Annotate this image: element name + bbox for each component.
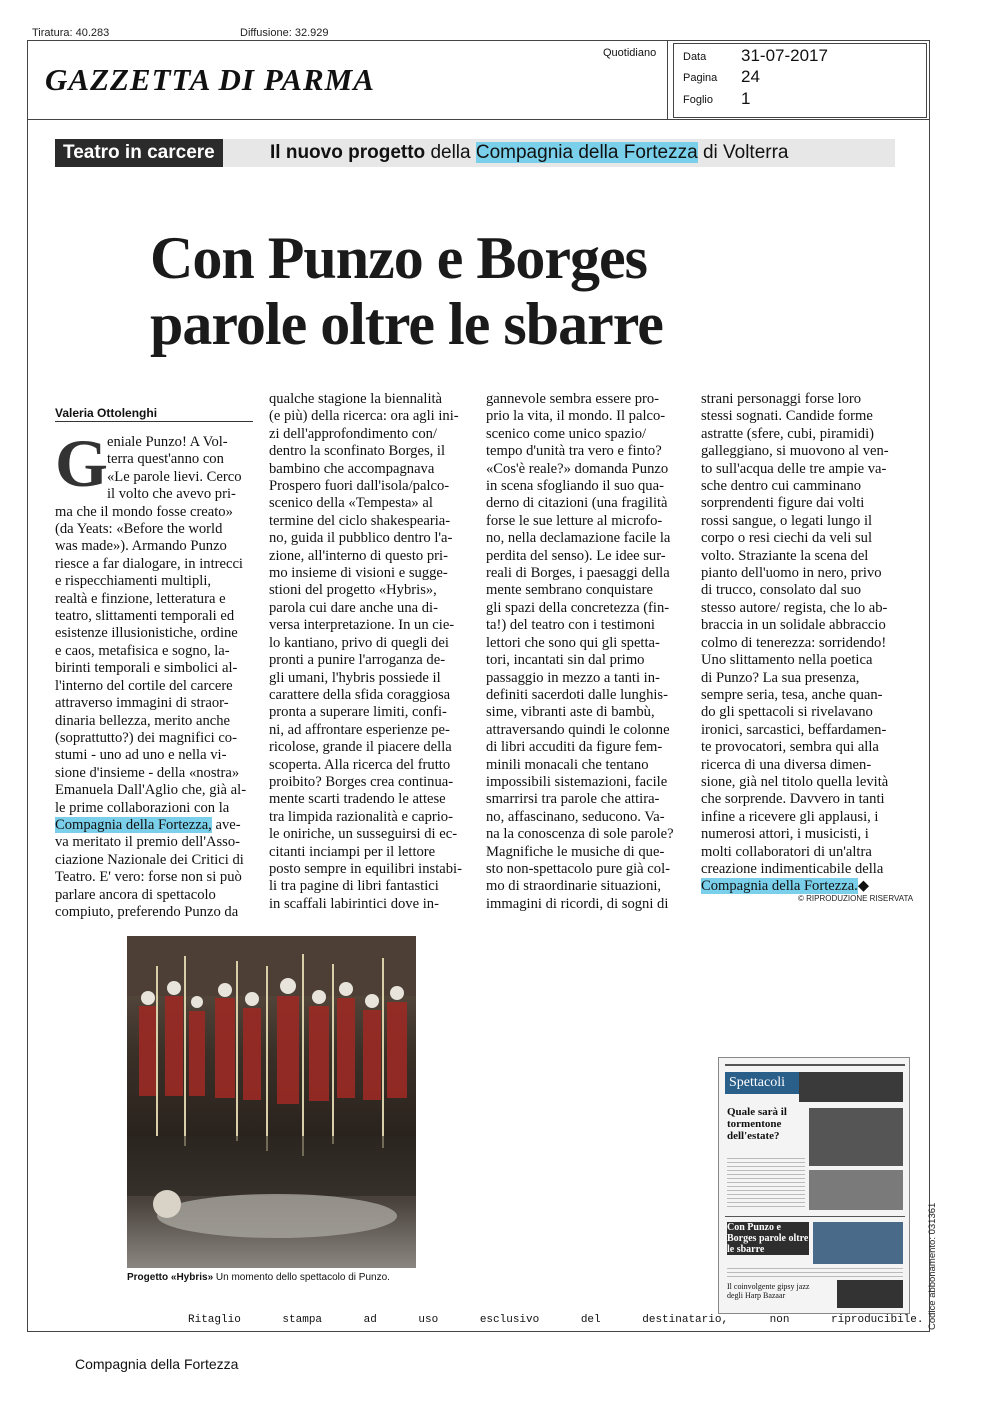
thumb-photo-2 [809,1108,903,1166]
stage-photo [127,936,416,1268]
column-1-line: le prime collaborazioni con la [55,799,230,816]
article-column-4 [701,391,889,896]
kicker-company-highlight: Compagnia della Fortezza [475,142,698,163]
column-1-line: stumi - uno ad uno e nella vi- [55,747,227,764]
copyright-notice: © RIPRODUZIONE RISERVATA [798,894,914,903]
codice-abbonamento: Codice abbonamento: 031361 [927,1202,938,1330]
column-1-body [55,425,247,817]
foglio-value: 1 [741,89,751,108]
column-1-line: teatro, slittamenti temporali ed [55,608,235,625]
column-1-line: «Le parole lievi. Cerco [107,468,242,485]
thumb-text-lines-2 [727,1268,903,1280]
column-1-line: birinti temporali e simbolici al- [55,660,238,677]
thumb-headline-3: Il coinvolgente gipsy jazz degli Harp Bazaar [727,1282,810,1300]
data-label: Data [683,51,707,63]
thumb-section: Spettacoli [725,1072,799,1094]
column-1-line: (da Yeats: «Before the world [55,521,223,538]
column-1-line: sione d'insieme - della «nostra» [55,764,240,781]
tiratura-label: Tiratura: 40.283 [32,27,110,39]
column-1-line: realtà e finzione, letteratura e [55,590,226,607]
thumb-photo-5 [837,1280,903,1308]
byline: Valeria Ottolenghi [55,406,158,420]
thumb-photo-3 [809,1170,903,1210]
dropcap: G [55,425,108,501]
company-highlight-1: Compagnia della Fortezza, [55,816,212,833]
column-1-line: attraverso immagini di straor- [55,695,229,712]
header-divider [667,40,668,120]
kicker-part4: di Volterra [702,142,789,163]
column-1-line: eniale Punzo! A Vol- [107,434,228,450]
pagina-value: 24 [741,67,760,86]
footer-notice: Ritaglio stampa ad uso esclusivo del destinatario, non riproducibile. [188,1314,924,1326]
column-1-line: il volto che avevo pri- [107,486,236,503]
kicker-text [270,139,789,167]
photo-illustration [127,936,416,1268]
page-thumbnail [718,1057,910,1314]
column-1-line: terra quest'anno con [107,451,224,468]
column-1-end: va meritato il premio dell'Asso- ciazione Nazionale dei Critici di Teatro. E' vero: forse non si può parlare ancora di spettacolo compiuto, preferendo Punzo da [55,834,244,920]
column-1-line: l'interno del cortile del carcere [55,677,233,694]
column-1-line: e rispecchiamenti multipli, [55,573,212,590]
diffusione-label: Diffusione: 32.929 [240,27,329,39]
column-1-line: riesce a far dialogare, in intrecci [55,555,243,572]
column-1-line: Emanuela Dall'Aglio che, già al- [55,782,247,799]
kicker-part1: Il nuovo progetto [270,142,426,163]
company-highlight-2: Compagnia della Fortezza. [701,878,858,895]
thumb-rule [725,1064,905,1066]
column-1-line: (soprattutto?) dei magnifici co- [55,729,237,746]
column-1-line: e caos, metafisica e sogno, la- [55,642,230,659]
column-1-hl-tail: ave- [211,816,241,833]
column-1-line: esistenze illusionistiche, ordine [55,625,238,642]
thumb-photo-4 [813,1222,903,1264]
column-4-body: strani personaggi forse loro stessi sognati. Candide forme astratte (sfere, cubi, piramidi) galleggiano, si muovono al ven- to sull'acqua delle tre ampie va- sche dentro cui camminano sorprendenti figure dai volti rossi sangue, o legati lungo il corpo o resi ciechi da veli sul volto. Straziante la scena del pianto dell'uomo in nero, privo di trucco, consolato dal suo stesso autore/ regista, che lo ab- braccia in un solidale abbraccio colmo di tenerezza: sorridendo! Uno slittamento nella poetica di Punzo? La sua presenza, sempre seria, tesa, anche quan- do gli spettacoli si rivelavano ironici, sarcastici, beffardamen- te provocatori, sembra qui alla ricerca di una diversa dimen- sione, già nel titolo quella levità che sorprende. Davvero in tanti infine a ricevere gli applausi, i numerosi attori, i musicisti, i molti collaboratori di un'altra creazione indimenticabile della [701,391,889,877]
column-1-line: ma che il mondo fosse creato» [55,503,233,520]
article-column-1 [55,425,247,921]
kicker-part2: della [430,142,471,163]
thumb-text-lines [727,1158,805,1208]
thumb-divider [725,1216,905,1217]
headline-line1: Con Punzo e Borges [150,225,647,291]
column-1-line: was made»). Armando Punzo [55,538,227,555]
data-value: 31-07-2017 [741,46,828,65]
column-1-line: dinaria bellezza, merito anche [55,712,231,729]
caption-text: Un momento dello spettacolo di Punzo. [213,1272,390,1283]
bottom-label: Compagnia della Fortezza [75,1356,239,1372]
article-headline [150,225,850,357]
thumb-headline-2: Con Punzo e Borges parole oltre le sbarre [727,1222,809,1255]
photo-caption [127,1272,390,1283]
thumb-headline-1: Quale sarà il tormentone dell'estate? [727,1106,787,1142]
caption-bold: Progetto «Hybris» [127,1272,214,1283]
byline-rule [55,421,253,422]
kicker-label: Teatro in carcere [55,139,223,167]
article-column-3: gannevole sembra essere pro- prio la vita, il mondo. Il palco- scenico come unico spazio/ tempo d'unità tra vero e finto? «Cos'è reale?» domanda Punzo in scena sfogliando il suo qua- derno di citazioni (una fragilità forse le sue letture al microfo- no, nella declamazione facile la perdita del senso). Le idee sur- reali di Borges, i paesaggi della mente sembrano conquistare gli spazi della concretezza (fin- ta!) del teatro con i testimoni lettori che sono qui gli spetta- tori, incantati sin dal primo passaggio in mezzo a tanti in- definiti sacerdoti dalle lunghis- sime, vibranti aste di bambù, attraversando quindi le colonne di libri accuditi da figure fem- minili monacali che tentano impossibili sistemazioni, facile smarrirsi tra parole che attira- no, affascinano, seducono. Va- na la conoscenza di sole parole? Magnifiche le musiche di que- sto non-spettacolo pure già col- mo di straordinarie situazioni, immagini di ricordi, di sogni di [486,391,674,912]
publication-type: Quotidiano [603,47,657,59]
end-mark: ◆ [857,878,870,895]
newspaper-masthead: GAZZETTA DI PARMA [45,62,375,97]
pagina-label: Pagina [683,72,718,84]
thumb-photo-1 [799,1072,903,1102]
foglio-label: Foglio [683,94,713,106]
headline-line2: parole oltre le sbarre [150,291,663,357]
article-column-2: qualche stagione la biennalità (e più) della ricerca: ora agli ini- zi dell'approfondimento con/ dentro la sconfinato Borges, il bambino che accompagnava Prospero fuori dall'isola/palco- scenico della «Tempesta» al termine del ciclo shakespearia- no, guida il pubblico dentro l'a- zione, all'interno di questo pri- mo insieme di visioni e sugge- stioni del progetto «Hybris», parola cui dare anche una di- versa interpretazione. In un cie- lo kantiano, privo di quegli dei pronti a punire l'arroganza de- gli umani, l'hybris possiede il carattere della sfida coraggiosa pronta a superare limiti, confi- ni, ad affrontare esperienze pe- ricolose, grande il piacere della scoperta. Alla ricerca del frutto proibito? Borges crea continua- mente scarti tradendo le attese tra limpida razionalità e caprio- le oniriche, un susseguirsi di ec- citanti inciampi per il lettore posto sempre in equilibri instabi- li tra pagine di libri fantastici in scaffali labirintici dove in- [269,391,462,912]
